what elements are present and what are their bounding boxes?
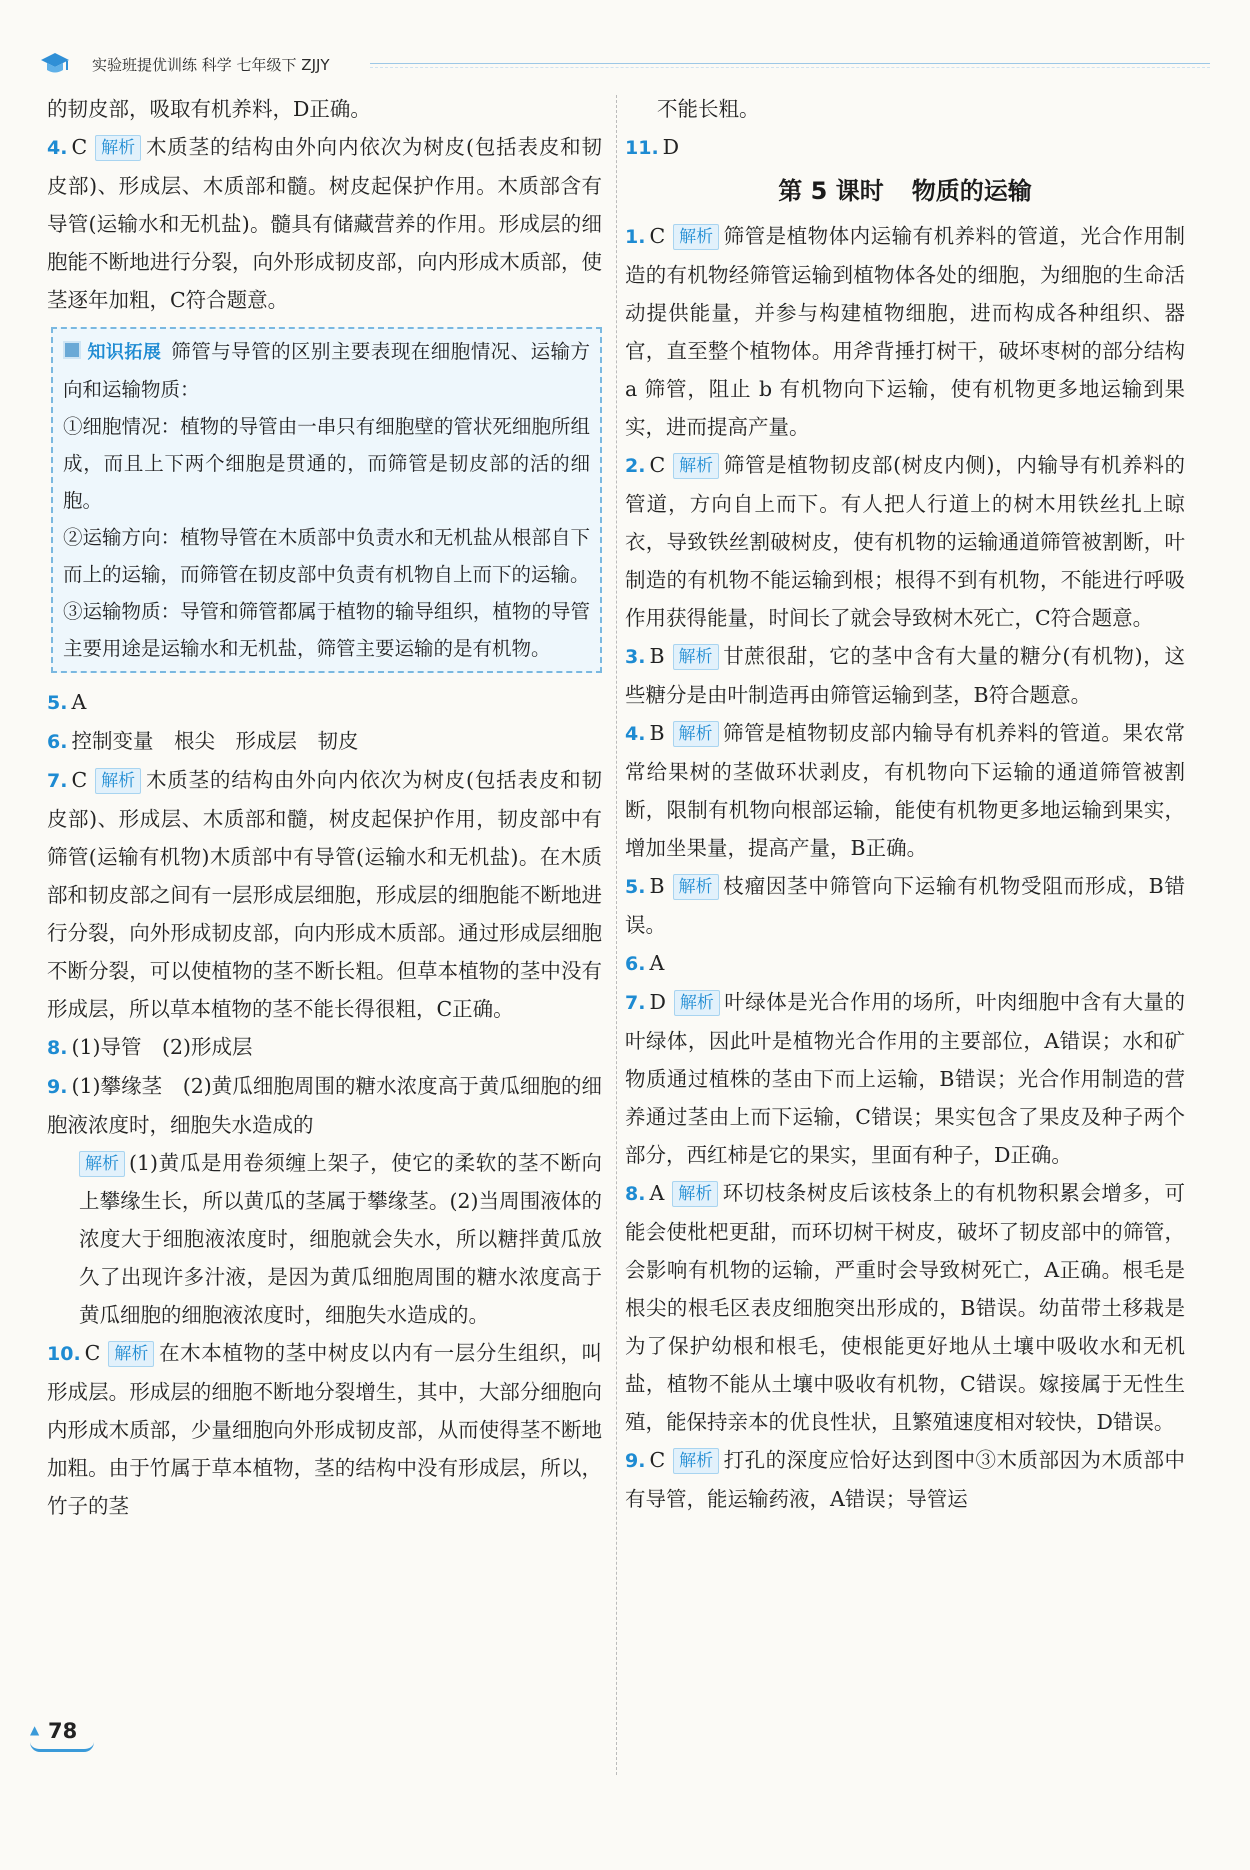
analysis-text: 木质茎的结构由外向内依次为树皮(包括表皮和韧皮部)、形成层、木质部和髓。树皮起保护作用。木质部含有导管(运输水和无机盐)。髓具有储藏营养的作用。形成层的细胞能不断地进行分裂，向外形成韧皮部，向内形成木质部，使茎逐年加粗，C符合题意。 bbox=[47, 135, 602, 312]
item-number: 7. bbox=[625, 992, 646, 1014]
item-number: 3. bbox=[625, 646, 646, 668]
page-header bbox=[40, 50, 1180, 80]
right-column bbox=[625, 90, 1185, 1518]
answer-text: A bbox=[71, 690, 87, 714]
knowledge-intro: 筛管与导管的区别主要表现在细胞情况、运输方向和运输物质： bbox=[63, 340, 590, 401]
answer-5 bbox=[47, 683, 602, 722]
answer-9-analysis bbox=[47, 1144, 602, 1334]
knowledge-point-3: ③运输物质：导管和筛管都属于植物的输导组织，植物的导管主要用途是运输水和无机盐，筛管主要运输的是有机物。 bbox=[63, 600, 590, 660]
column-divider bbox=[616, 95, 617, 1775]
item-number: 11. bbox=[625, 137, 659, 159]
header-rule bbox=[370, 63, 1210, 64]
cap-icon: ▲ bbox=[30, 1723, 40, 1737]
answer-choice: B bbox=[649, 721, 665, 745]
analysis-tag: 解析 bbox=[79, 1151, 125, 1177]
answer-choice: D bbox=[649, 990, 666, 1014]
lesson-number: 第 5 课时 bbox=[778, 177, 884, 205]
answer-choice: C bbox=[71, 768, 88, 792]
knowledge-point-1: ①细胞情况：植物的导管由一串只有细胞壁的管状死细胞所组成，而且上下两个细胞是贯通的，而筛管是韧皮部的活的细胞。 bbox=[63, 415, 590, 512]
analysis-tag: 解析 bbox=[673, 874, 719, 900]
analysis-text: 打孔的深度应恰好达到图中③木质部因为木质部中有导管，能运输药液，A错误；导管运 bbox=[625, 1448, 1185, 1511]
answer-r5 bbox=[625, 867, 1185, 944]
answer-r1 bbox=[625, 217, 1185, 446]
answer-text: (1)攀缘茎 (2)黄瓜细胞周围的糖水浓度高于黄瓜细胞的细胞液浓度时，细胞失水造成的 bbox=[47, 1074, 602, 1137]
book-icon bbox=[30, 1737, 94, 1752]
analysis-tag: 解析 bbox=[95, 768, 141, 794]
item-number: 5. bbox=[625, 876, 646, 898]
item-number: 8. bbox=[625, 1183, 646, 1205]
analysis-tag: 解析 bbox=[673, 453, 719, 479]
answer-choice: C bbox=[84, 1341, 101, 1365]
answer-8 bbox=[47, 1028, 602, 1067]
item-number: 4. bbox=[625, 723, 646, 745]
analysis-text: 甘蔗很甜，它的茎中含有大量的糖分(有机物)，这些糖分是由叶制造再由筛管运输到茎，B符合题意。 bbox=[625, 644, 1185, 707]
answer-10 bbox=[47, 1334, 602, 1525]
answer-text: (1)导管 (2)形成层 bbox=[71, 1035, 253, 1059]
knowledge-box bbox=[51, 327, 602, 673]
answer-7 bbox=[47, 761, 602, 1028]
analysis-text: 在木本植物的茎中树皮以内有一层分生组织，叫形成层。形成层的细胞不断地分裂增生，其中，大部分细胞向内形成木质部，少量细胞向外形成韧皮部，从而使得茎不断地加粗。由于竹属于草本植物，茎的结构中没有形成层，所以，竹子的茎 bbox=[47, 1341, 602, 1518]
item-number: 9. bbox=[47, 1076, 68, 1098]
analysis-text: 叶绿体是光合作用的场所，叶肉细胞中含有大量的叶绿体，因此叶是植物光合作用的主要部位，A错误；水和矿物质通过植株的茎由下而上运输，B错误；光合作用制造的营养通过茎由上而下运输，C错误；果实包含了果皮及种子两个部分，西红柿是它的果实，里面有种子，D正确。 bbox=[625, 990, 1185, 1167]
item-number: 1. bbox=[625, 226, 646, 248]
analysis-tag: 解析 bbox=[673, 721, 719, 747]
page-number: 78 bbox=[48, 1719, 78, 1743]
item-number: 6. bbox=[47, 731, 68, 753]
analysis-text: 筛管是植物体内运输有机养料的管道，光合作用制造的有机物经筛管运输到植物体各处的细胞，为细胞的生命活动提供能量，并参与构建植物细胞，进而构成各种组织、器官，直至整个植物体。用斧背捶打树干，破坏枣树的部分结构 a 筛管，阻止 b 有机物向下运输，使有机物更多地运输到果实，进而提高产量。 bbox=[625, 224, 1185, 439]
knowledge-icon bbox=[63, 341, 81, 359]
analysis-tag: 解析 bbox=[95, 135, 141, 161]
knowledge-point-2: ②运输方向：植物导管在木质部中负责水和无机盐从根部自下而上的运输，而筛管在韧皮部中负责有机物自上而下的运输。 bbox=[63, 526, 590, 586]
answer-r2 bbox=[625, 446, 1185, 637]
continued-text: 的韧皮部，吸取有机养料，D正确。 bbox=[47, 97, 371, 121]
analysis-tag: 解析 bbox=[108, 1341, 154, 1367]
answer-text: D bbox=[662, 135, 680, 159]
item-number: 5. bbox=[47, 692, 68, 714]
header-rule-dashed bbox=[370, 67, 1210, 68]
section-heading bbox=[625, 171, 1185, 211]
book-title: 实验班提优训练 科学 七年级下 ZJJY bbox=[92, 56, 330, 74]
item-number: 4. bbox=[47, 137, 68, 159]
answer-r4 bbox=[625, 714, 1185, 867]
graduation-cap-icon bbox=[40, 50, 70, 78]
answer-choice: C bbox=[649, 453, 666, 477]
answer-choice: A bbox=[649, 1181, 665, 1205]
answer-choice: B bbox=[649, 874, 665, 898]
page-number-badge bbox=[30, 1715, 90, 1751]
answer-r9 bbox=[625, 1441, 1185, 1518]
item-number: 10. bbox=[47, 1343, 81, 1365]
analysis-text: 木质茎的结构由外向内依次为树皮(包括表皮和韧皮部)、形成层、木质部和髓，树皮起保护作用，韧皮部中有筛管(运输有机物)木质部中有导管(运输水和无机盐)。在木质部和韧皮部之间有一层形成层细胞，形成层的细胞能不断地进行分裂，向外形成韧皮部，向内形成木质部。通过形成层细胞不断分裂，可以使植物的茎不断长粗。但草本植物的茎中没有形成层，所以草本植物的茎不能长得很粗，C正确。 bbox=[47, 768, 602, 1021]
answer-choice: B bbox=[649, 644, 665, 668]
analysis-text: 筛管是植物韧皮部内输导有机养料的管道。果农常常给果树的茎做环状剥皮，有机物向下运输的通道筛管被割断，限制有机物向根部运输，能使有机物更多地运输到果实，增加坐果量，提高产量，B正确。 bbox=[625, 721, 1185, 860]
analysis-tag: 解析 bbox=[674, 990, 720, 1016]
answer-r7 bbox=[625, 983, 1185, 1174]
analysis-tag: 解析 bbox=[672, 1181, 718, 1207]
item-number: 8. bbox=[47, 1037, 68, 1059]
answer-9 bbox=[47, 1067, 602, 1144]
item-number: 7. bbox=[47, 770, 68, 792]
answer-choice: C bbox=[71, 135, 88, 159]
item-number: 2. bbox=[625, 455, 646, 477]
continued-text: 不能长粗。 bbox=[657, 97, 760, 121]
item-number: 9. bbox=[625, 1450, 646, 1472]
answer-6 bbox=[47, 722, 602, 761]
lesson-title: 物质的运输 bbox=[911, 177, 1032, 205]
answer-4 bbox=[47, 128, 602, 319]
knowledge-tag: 知识拓展 bbox=[87, 342, 162, 363]
analysis-tag: 解析 bbox=[673, 1448, 719, 1474]
answer-r3 bbox=[625, 637, 1185, 714]
answer-choice: C bbox=[649, 224, 666, 248]
analysis-text: 筛管是植物韧皮部(树皮内侧)，内输导有机养料的管道，方向自上而下。有人把人行道上的树木用铁丝扎上晾衣，导致铁丝割破树皮，使有机物的运输通道筛管被割断，叶制造的有机物不能运输到根；根得不到有机物，不能进行呼吸作用获得能量，时间长了就会导致树木死亡，C符合题意。 bbox=[625, 453, 1185, 630]
answer-choice: C bbox=[649, 1448, 666, 1472]
analysis-tag: 解析 bbox=[673, 224, 719, 250]
analysis-text: 环切枝条树皮后该枝条上的有机物积累会增多，可能会使枇杷更甜，而环切树干树皮，破坏了韧皮部中的筛管，会影响有机物的运输，严重时会导致树死亡，A正确。根毛是根尖的根毛区表皮细胞突出形成的，B错误。幼苗带土移栽是为了保护幼根和根毛，使根能更好地从土壤中吸收水和无机盐，植物不能从土壤中吸收有机物，C错误。嫁接属于无性生殖，能保持亲本的优良性状，且繁殖速度相对较快，D错误。 bbox=[625, 1181, 1185, 1434]
answer-text: 控制变量 根尖 形成层 韧皮 bbox=[71, 729, 359, 753]
analysis-text: 枝瘤因茎中筛管向下运输有机物受阻而形成，B错误。 bbox=[625, 874, 1185, 937]
left-column bbox=[47, 90, 602, 1525]
answer-r8 bbox=[625, 1174, 1185, 1441]
analysis-tag: 解析 bbox=[673, 644, 719, 670]
item-number: 6. bbox=[625, 953, 646, 975]
answer-r6 bbox=[625, 944, 1185, 983]
analysis-text: (1)黄瓜是用卷须缠上架子，使它的柔软的茎不断向上攀缘生长，所以黄瓜的茎属于攀缘茎。(2)当周围液体的浓度大于细胞液浓度时，细胞就会失水，所以糖拌黄瓜放久了出现许多汁液，是因为黄瓜细胞周围的糖水浓度高于黄瓜细胞的细胞液浓度时，细胞失水造成的。 bbox=[79, 1151, 602, 1327]
answer-11 bbox=[625, 128, 1185, 167]
answer-text: A bbox=[649, 951, 665, 975]
